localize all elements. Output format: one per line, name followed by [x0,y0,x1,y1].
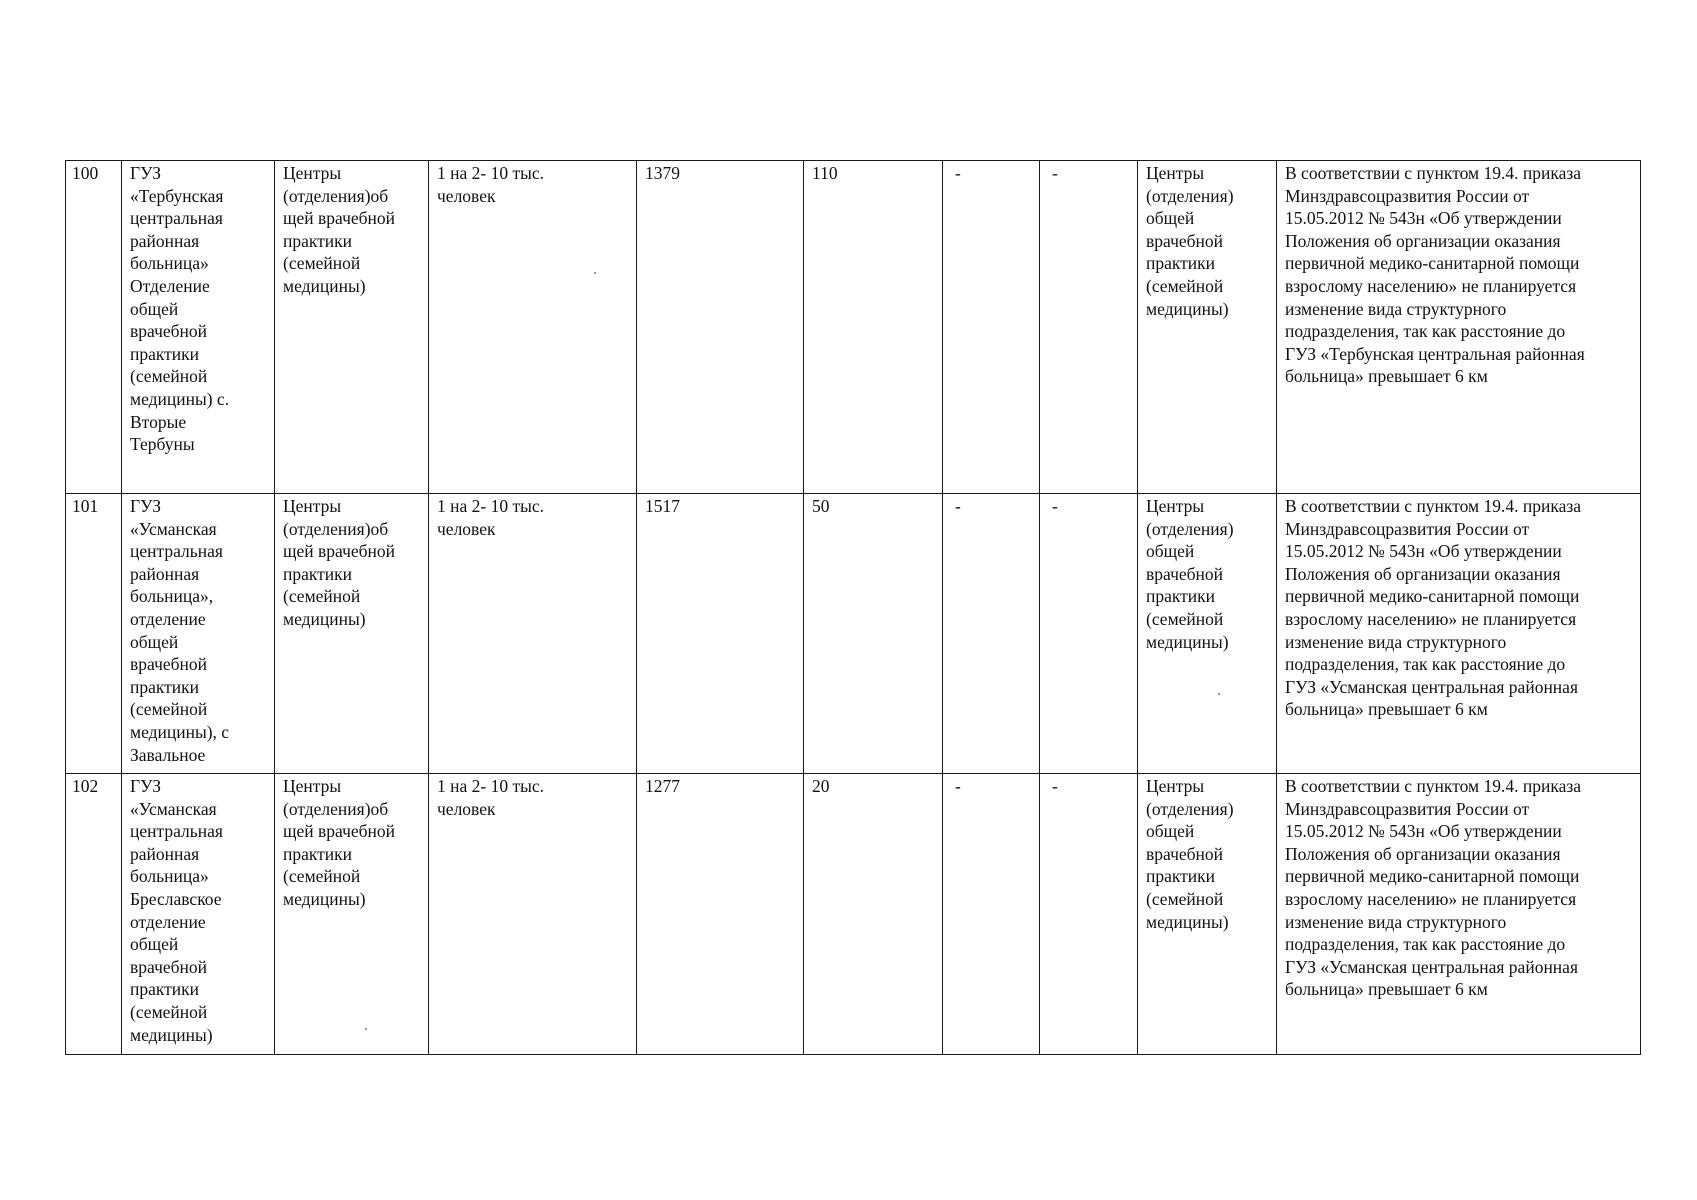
distance-cell [804,161,943,494]
norm: 1 на 2- 10 тыс. человек [437,776,545,819]
table-row [66,494,1641,774]
column-7-cell [943,774,1040,1055]
population-cell [637,774,804,1055]
norm-cell [429,494,637,774]
organization-cell [122,161,275,494]
note: В соответствии с пунктом 19.4. приказа Минздравсоцразвития России от 15.05.2012 № 543н «Об утверждении Положения об организации оказания первичной медико-санитарной помощи взрослому населению» не планируется изменение вида структурного подразделения, так как расстояние до ГУЗ «Усманская центральная районная больница» превышает 6 км [1285,776,1582,1000]
unit-type: Центры (отделения)об щей врачебной практики (семейной медицины) [283,496,396,629]
organization-name: ГУЗ «Усманская центральная районная больница», отделение общей врачебной практики (семейной медицины), с Завальное [130,496,230,765]
proposed-type-cell [1138,774,1277,1055]
proposed-type: Центры (отделения) общей врачебной практики (семейной медицины) [1146,163,1234,319]
row-number: 102 [72,776,99,796]
note-cell [1277,494,1641,774]
unit-type-cell [275,161,429,494]
population: 1517 [645,496,680,516]
row-number: 100 [72,163,99,183]
row-number-cell [66,161,122,494]
proposed-type-cell [1138,494,1277,774]
organization-cell [122,494,275,774]
proposed-type: Центры (отделения) общей врачебной практики (семейной медицины) [1146,776,1234,932]
column-7-value: - [955,163,961,183]
unit-type: Центры (отделения)об щей врачебной практики (семейной медицины) [283,776,396,909]
note: В соответствии с пунктом 19.4. приказа Минздравсоцразвития России от 15.05.2012 № 543н «Об утверждении Положения об организации оказания первичной медико-санитарной помощи взрослому населению» не планируется изменение вида структурного подразделения, так как расстояние до ГУЗ «Тербунская центральная районная больница» превышает 6 км [1285,163,1585,387]
organization-name: ГУЗ «Усманская центральная районная больница» Бреславское отделение общей врачебной практики (семейной медицины) [130,776,223,1045]
unit-type: Центры (отделения)об щей врачебной практики (семейной медицины) [283,163,396,296]
organization-cell [122,774,275,1055]
facilities-table [65,160,1641,1055]
organization-name: ГУЗ «Тербунская центральная районная больница» Отделение общей врачебной практики (семейной медицины) с. Вторые Тербуны [130,163,230,455]
population-cell [637,161,804,494]
population: 1379 [645,163,680,183]
scan-speck [594,272,596,274]
unit-type-cell [275,494,429,774]
column-7-cell [943,161,1040,494]
distance: 20 [812,776,830,796]
scan-speck [1218,693,1220,695]
distance-cell [804,774,943,1055]
norm: 1 на 2- 10 тыс. человек [437,163,545,206]
column-8-cell [1040,774,1138,1055]
note-cell [1277,774,1641,1055]
table-row [66,161,1641,494]
column-8-value: - [1052,163,1058,183]
note: В соответствии с пунктом 19.4. приказа Минздравсоцразвития России от 15.05.2012 № 543н «Об утверждении Положения об организации оказания первичной медико-санитарной помощи взрослому населению» не планируется изменение вида структурного подразделения, так как расстояние до ГУЗ «Усманская центральная районная больница» превышает 6 км [1285,496,1582,720]
norm-cell [429,161,637,494]
column-7-value: - [955,776,961,796]
norm: 1 на 2- 10 тыс. человек [437,496,545,539]
proposed-type-cell [1138,161,1277,494]
norm-cell [429,774,637,1055]
row-number-cell [66,774,122,1055]
row-number: 101 [72,496,99,516]
column-8-cell [1040,161,1138,494]
column-7-cell [943,494,1040,774]
row-number-cell [66,494,122,774]
table-row [66,774,1641,1055]
population-cell [637,494,804,774]
note-cell [1277,161,1641,494]
unit-type-cell [275,774,429,1055]
population: 1277 [645,776,680,796]
proposed-type: Центры (отделения) общей врачебной практики (семейной медицины) [1146,496,1234,652]
distance: 50 [812,496,830,516]
column-7-value: - [955,496,961,516]
distance: 110 [812,163,838,183]
distance-cell [804,494,943,774]
scan-speck [365,1028,367,1030]
column-8-value: - [1052,496,1058,516]
column-8-value: - [1052,776,1058,796]
column-8-cell [1040,494,1138,774]
